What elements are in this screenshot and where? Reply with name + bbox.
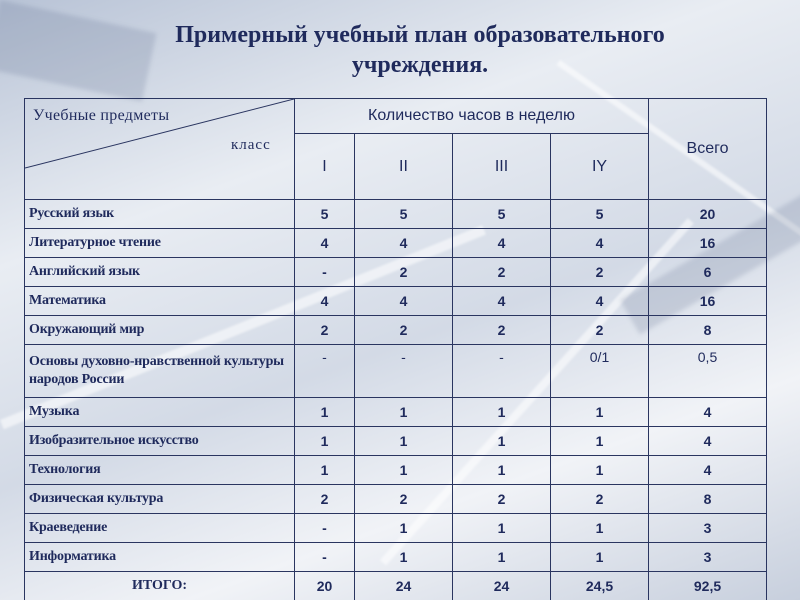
row-total-cell: 20	[649, 200, 767, 229]
subject-name: Математика	[25, 287, 295, 316]
subject-name: Информатика	[25, 543, 295, 572]
subject-name: Основы духовно-нравственной культуры народов России	[25, 345, 295, 398]
grade-header: III	[453, 134, 551, 200]
hours-cell: 4	[551, 287, 649, 316]
hours-cell: -	[295, 514, 355, 543]
table-row	[25, 316, 767, 345]
hours-cell: 2	[355, 258, 453, 287]
table-row	[25, 427, 767, 456]
table-row	[25, 229, 767, 258]
table-row	[25, 514, 767, 543]
table-row	[25, 456, 767, 485]
table-header-row	[25, 99, 767, 134]
table-row	[25, 258, 767, 287]
hours-cell: 0/1	[551, 345, 649, 398]
hours-cell: 4	[295, 287, 355, 316]
hours-cell: 1	[453, 427, 551, 456]
table-row	[25, 398, 767, 427]
subject-name: Технология	[25, 456, 295, 485]
table-row	[25, 200, 767, 229]
row-total-cell: 6	[649, 258, 767, 287]
hours-cell: 2	[551, 485, 649, 514]
hours-cell: 2	[551, 258, 649, 287]
row-total-cell: 3	[649, 514, 767, 543]
hours-cell: 1	[551, 398, 649, 427]
total-cell: 24,5	[551, 572, 649, 600]
hours-cell: 4	[295, 229, 355, 258]
hours-cell: 2	[453, 258, 551, 287]
hours-cell: 1	[551, 427, 649, 456]
total-row	[25, 572, 767, 600]
subject-name: Музыка	[25, 398, 295, 427]
row-total-cell: 16	[649, 229, 767, 258]
hours-cell: 1	[453, 456, 551, 485]
subject-name: Английский язык	[25, 258, 295, 287]
hours-cell: 5	[355, 200, 453, 229]
total-label: ИТОГО:	[25, 572, 295, 600]
hours-cell: 2	[295, 485, 355, 514]
class-header-label: класс	[231, 137, 271, 153]
total-cell: 24	[453, 572, 551, 600]
hours-cell: 2	[453, 316, 551, 345]
hours-cell: 2	[551, 316, 649, 345]
hours-cell: 4	[453, 287, 551, 316]
subjects-class-header	[25, 99, 295, 200]
hours-cell: 1	[551, 543, 649, 572]
total-cell: 20	[295, 572, 355, 600]
hours-cell: 2	[355, 316, 453, 345]
row-total-cell: 16	[649, 287, 767, 316]
hours-cell: -	[453, 345, 551, 398]
hours-cell: -	[355, 345, 453, 398]
hours-cell: 1	[355, 514, 453, 543]
subject-name: Краеведение	[25, 514, 295, 543]
row-total-cell: 8	[649, 316, 767, 345]
hours-cell: 2	[295, 316, 355, 345]
hours-cell: 1	[453, 398, 551, 427]
hours-cell: 4	[355, 287, 453, 316]
hours-cell: 1	[355, 456, 453, 485]
hours-cell: 4	[551, 229, 649, 258]
hours-cell: 4	[453, 229, 551, 258]
row-total-cell: 4	[649, 427, 767, 456]
page-title: Примерный учебный план образовательного учреждения.	[175, 22, 665, 78]
hours-cell: 1	[551, 514, 649, 543]
hours-cell: 1	[551, 456, 649, 485]
hours-cell: 5	[453, 200, 551, 229]
hours-cell: 1	[295, 456, 355, 485]
subject-name: Изобразительное искусство	[25, 427, 295, 456]
table-body	[25, 200, 767, 572]
subject-name: Физическая культура	[25, 485, 295, 514]
hours-cell: 2	[453, 485, 551, 514]
hours-cell: 1	[355, 427, 453, 456]
grade-header: I	[295, 134, 355, 200]
grade-header: II	[355, 134, 453, 200]
hours-cell: 5	[551, 200, 649, 229]
table-row	[25, 345, 767, 398]
hours-cell: 2	[355, 485, 453, 514]
row-total-cell: 4	[649, 398, 767, 427]
row-total-cell: 4	[649, 456, 767, 485]
hours-cell: -	[295, 543, 355, 572]
hours-cell: 1	[295, 427, 355, 456]
curriculum-table	[24, 98, 767, 600]
row-total-cell: 0,5	[649, 345, 767, 398]
hours-cell: 1	[355, 398, 453, 427]
table-row	[25, 287, 767, 316]
hours-per-week-header: Количество часов в неделю	[295, 99, 649, 134]
total-cell: 24	[355, 572, 453, 600]
table-row	[25, 543, 767, 572]
row-total-cell: 8	[649, 485, 767, 514]
table-row	[25, 485, 767, 514]
hours-cell: 1	[355, 543, 453, 572]
subjects-header-label: Учебные предметы	[33, 107, 170, 124]
grand-total-cell: 92,5	[649, 572, 767, 600]
grade-header: IY	[551, 134, 649, 200]
subject-name: Окружающий мир	[25, 316, 295, 345]
hours-cell: 1	[295, 398, 355, 427]
subject-name: Русский язык	[25, 200, 295, 229]
hours-cell: -	[295, 258, 355, 287]
total-header: Всего	[649, 99, 767, 200]
hours-cell: 1	[453, 514, 551, 543]
hours-cell: 4	[355, 229, 453, 258]
subject-name: Литературное чтение	[25, 229, 295, 258]
hours-cell: -	[295, 345, 355, 398]
hours-cell: 5	[295, 200, 355, 229]
hours-cell: 1	[453, 543, 551, 572]
row-total-cell: 3	[649, 543, 767, 572]
